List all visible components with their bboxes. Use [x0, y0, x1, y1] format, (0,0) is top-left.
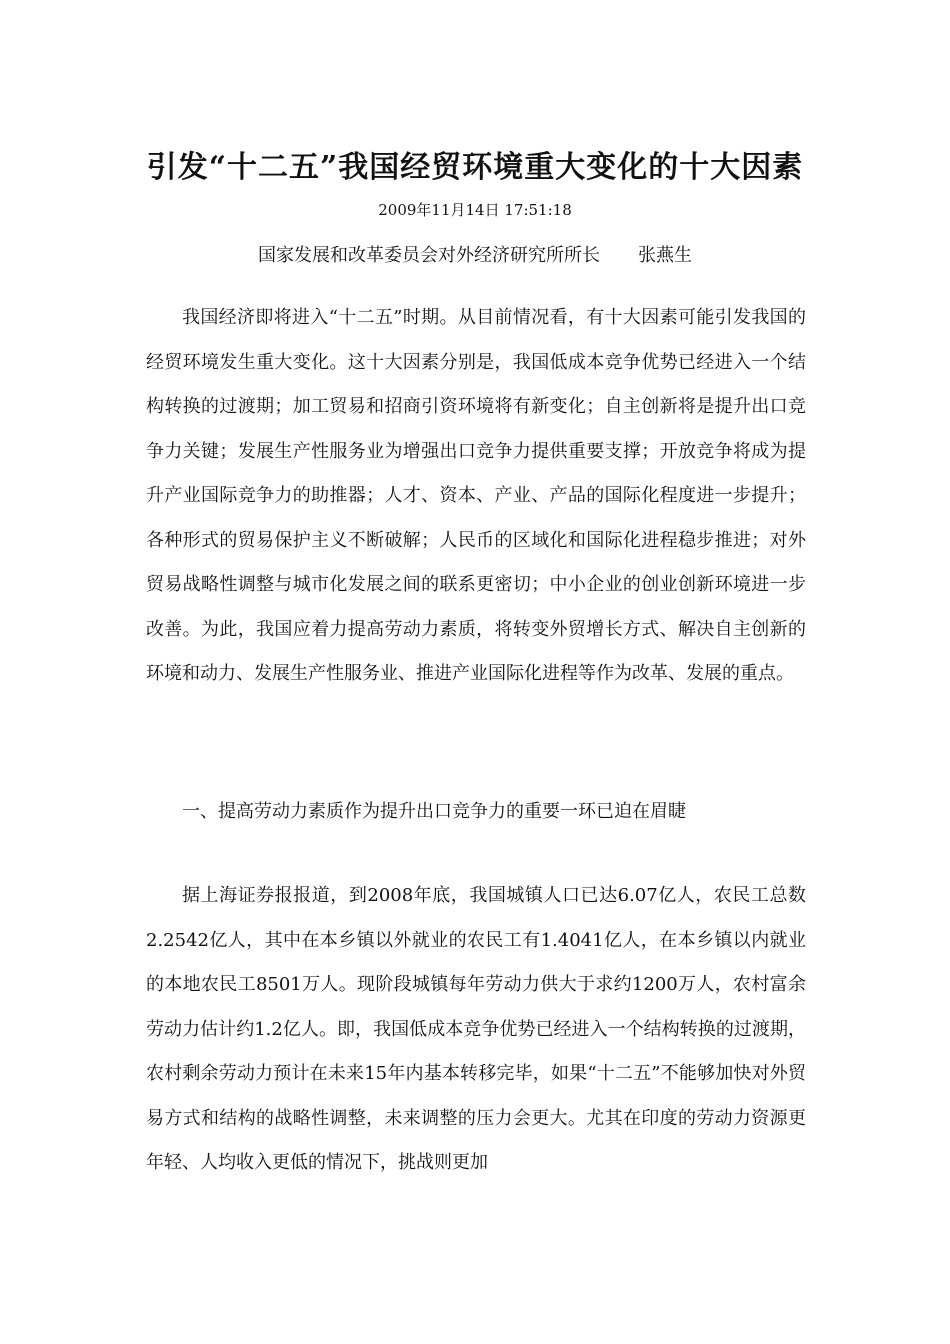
section-heading: 一、提高劳动力素质作为提升出口竞争力的重要一环已迫在眉睫 [182, 801, 686, 822]
author-name: 张燕生 [638, 245, 692, 266]
publish-date: 2009年11月14日 17:51:18 [378, 201, 572, 219]
section-paragraph: 据上海证券报报道，到2008年底，我国城镇人口已达6.07亿人，农民工总数2.2542亿人，其中在本乡镇以外就业的农民工有1.4041亿人，在本乡镇以内就业的本地农民工8501万人。现阶段城镇每年劳动力供大于求约1200万人，农村富余劳动力估计约1.2亿人。即，我国低成本竞争优势已经进入一个结构转换的过渡期，农村剩余劳动力预计在未来15年内基本转移完毕，如果“十二五”不能够加快对外贸易方式和结构的战略性调整，未来调整的压力会更大。尤其在印度的劳动力资源更年轻、人均收入更低的情况下，挑战则更加 [146, 885, 806, 1173]
article-title: 引发“十二五”我国经贸环境重大变化的十大因素 [146, 150, 804, 186]
author-organization: 国家发展和改革委员会对外经济研究所所长 [258, 245, 600, 266]
author-line [0, 243, 950, 269]
intro-paragraph: 我国经济即将进入“十二五”时期。从目前情况看，有十大因素可能引发我国的经贸环境发生重大变化。这十大因素分别是，我国低成本竞争优势已经进入一个结构转换的过渡期；加工贸易和招商引资环境将有新变化；自主创新将是提升出口竞争力关键；发展生产性服务业为增强出口竞争力提供重要支撑；开放竞争将成为提升产业国际竞争力的助推器；人才、资本、产业、产品的国际化程度进一步提升；各种形式的贸易保护主义不断破解；人民币的区域化和国际化进程稳步推进；对外贸易战略性调整与城市化发展之间的联系更密切；中小企业的创业创新环境进一步改善。为此，我国应着力提高劳动力素质，将转变外贸增长方式、解决自主创新的环境和动力、发展生产性服务业、推进产业国际化进程等作为改革、发展的重点。 [146, 307, 806, 684]
